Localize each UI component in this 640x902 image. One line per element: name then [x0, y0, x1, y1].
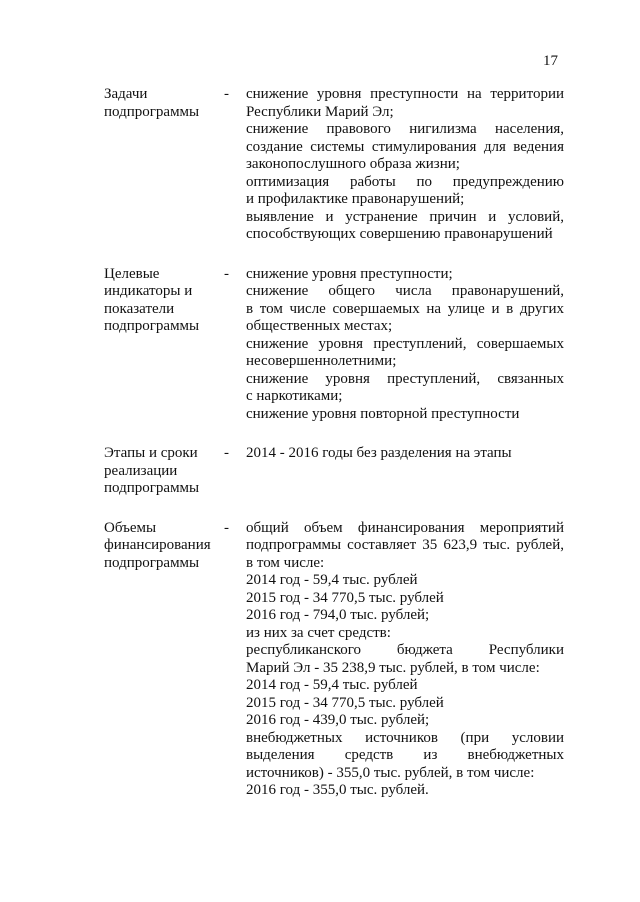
label-line: подпрограммы	[104, 318, 200, 334]
section-label	[104, 86, 224, 244]
content-line: снижение уровня преступности на территории	[246, 86, 564, 102]
passport-table	[104, 86, 564, 822]
dash-separator: -	[224, 265, 229, 282]
content-line: 2014 год - 59,4 тыс. рублей	[246, 572, 418, 588]
content-line: снижение уровня преступности;	[246, 265, 453, 282]
content-line: законопослушного образа жизни;	[246, 156, 460, 172]
content-line: республиканского бюджета Республики	[246, 642, 564, 658]
content-line: снижение общего числа правонарушений,	[246, 283, 564, 299]
content-line: с наркотиками;	[246, 388, 343, 404]
content-line: общественных местах;	[246, 318, 393, 334]
content-line: и профилактике правонарушений;	[246, 191, 465, 207]
content-line: создание системы стимулирования для ведения	[246, 138, 564, 155]
dash-separator: -	[224, 519, 229, 536]
content-line: снижение уровня преступлений, связанных	[246, 370, 564, 387]
label-line: Объемы	[104, 519, 157, 536]
content-line: Марий Эл - 35 238,9 тыс. рублей, в том числе:	[246, 659, 540, 676]
content-line: несовершеннолетними;	[246, 353, 397, 369]
content-line: в том числе совершаемых на улице и в других	[246, 300, 564, 317]
label-line: индикаторы и	[104, 283, 193, 299]
section-label	[104, 520, 224, 800]
label-line: Целевые	[104, 265, 160, 282]
label-line: показатели	[104, 300, 175, 317]
content-line: 2014 - 2016 годы без разделения на этапы	[246, 445, 512, 461]
section-content	[246, 520, 564, 800]
content-line: оптимизация работы по предупреждению	[246, 173, 564, 190]
content-line: общий объем финансирования мероприятий	[246, 519, 564, 536]
label-line: Этапы и сроки	[104, 445, 198, 461]
label-line: подпрограммы	[104, 554, 200, 571]
content-line: 2015 год - 34 770,5 тыс. рублей	[246, 589, 444, 606]
content-line: источников) - 355,0 тыс. рублей, в том числе:	[246, 764, 535, 781]
section-content	[246, 445, 564, 498]
content-line: выявление и устранение причин и условий,	[246, 208, 564, 225]
label-line: Задачи	[104, 86, 148, 102]
dash-separator: -	[224, 86, 229, 102]
content-line: в том числе:	[246, 554, 325, 571]
label-line: финансирования	[104, 537, 211, 553]
section-indicators	[104, 266, 564, 424]
content-line: снижение уровня преступлений, совершаемых	[246, 335, 564, 352]
content-line: способствующих совершению правонарушений	[246, 226, 553, 242]
label-line: подпрограммы	[104, 480, 200, 496]
content-line: 2016 год - 794,0 тыс. рублей;	[246, 607, 430, 623]
label-line: реализации	[104, 462, 178, 479]
content-line: внебюджетных источников (при условии	[246, 729, 564, 746]
section-content	[246, 266, 564, 424]
content-line: подпрограммы составляет 35 623,9 тыс. рублей,	[246, 537, 564, 553]
content-line: снижение правового нигилизма населения,	[246, 121, 564, 137]
content-line: 2016 год - 355,0 тыс. рублей.	[246, 782, 429, 798]
label-line: подпрограммы	[104, 103, 200, 120]
content-line: 2014 год - 59,4 тыс. рублей	[246, 677, 418, 693]
section-stages	[104, 445, 564, 498]
content-line: Республики Марий Эл;	[246, 103, 394, 120]
content-line: 2016 год - 439,0 тыс. рублей;	[246, 712, 430, 728]
dash-separator: -	[224, 445, 229, 461]
page-number: 17	[543, 53, 558, 69]
content-line: 2015 год - 34 770,5 тыс. рублей	[246, 694, 444, 711]
section-content	[246, 86, 564, 244]
content-line: выделения средств из внебюджетных	[246, 747, 564, 763]
section-label	[104, 266, 224, 424]
content-line: снижение уровня повторной преступности	[246, 405, 520, 422]
section-label	[104, 445, 224, 498]
section-tasks	[104, 86, 564, 244]
section-funding	[104, 520, 564, 800]
content-line: из них за счет средств:	[246, 624, 391, 641]
